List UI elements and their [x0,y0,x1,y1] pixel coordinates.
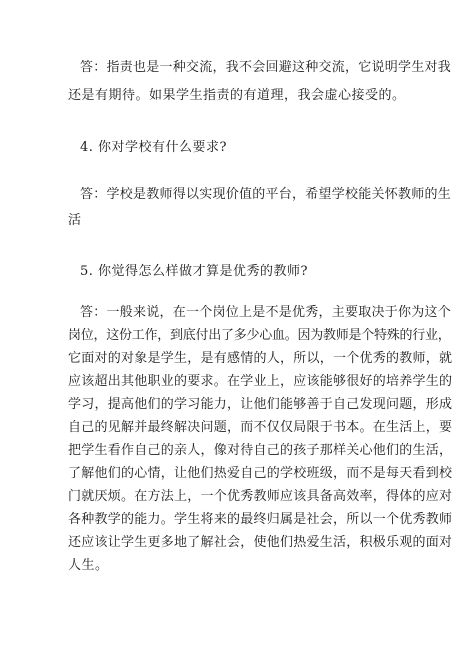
answer-line: 答：指责也是一种交流，我不会回避这种交流，它说明学生对我 [80,60,452,75]
answer-line: 还应该让学生更多地了解社会，使他们热爱生活，积极乐观的面对 [68,535,453,550]
answer-line: 活 [68,213,82,228]
answer-line: 了解他们的心情，让他们热爱自己的学校班级，而不是每天看到校 [68,466,453,481]
answer-line: 还是有期待。如果学生指责的有道理，我会虚心接受的。 [68,88,406,103]
answer-line: 把学生看作自己的亲人，像对待自己的孩子那样关心他们的生活， [68,443,453,458]
answer-line: 答：一般来说，在一个岗位上是不是优秀，主要取决于你为这个 [80,305,452,320]
question-line: 5. 你觉得怎么样做才算是优秀的教师? [80,264,309,279]
answer-line: 它面对的对象是学生，是有感情的人，所以，一个优秀的教师，就 [68,351,453,366]
answer-line: 自己的见解并最终解决问题，而不仅仅局限于书本。在生活上，要 [68,420,453,435]
answer-line: 人生。 [68,558,109,573]
answer-line: 答：学校是教师得以实现价值的平台，希望学校能关怀教师的生 [80,187,452,202]
answer-line: 岗位，这份工作，到底付出了多少心血。因为教师是个特殊的行业， [68,328,451,343]
answer-line: 各种教学的能力。学生将来的最终归属是社会，所以一个优秀教师 [68,512,453,527]
answer-line: 学习，提高他们的学习能力，让他们能够善于自己发现问题，形成 [68,397,453,412]
answer-line: 应该超出其他职业的要求。在学业上，应该能够很好的培养学生的 [68,374,453,389]
answer-line: 门就厌烦。在方法上，一个优秀教师应该具备高效率，得体的应对 [68,489,453,504]
question-line: 4. 你对学校有什么要求? [80,140,228,155]
